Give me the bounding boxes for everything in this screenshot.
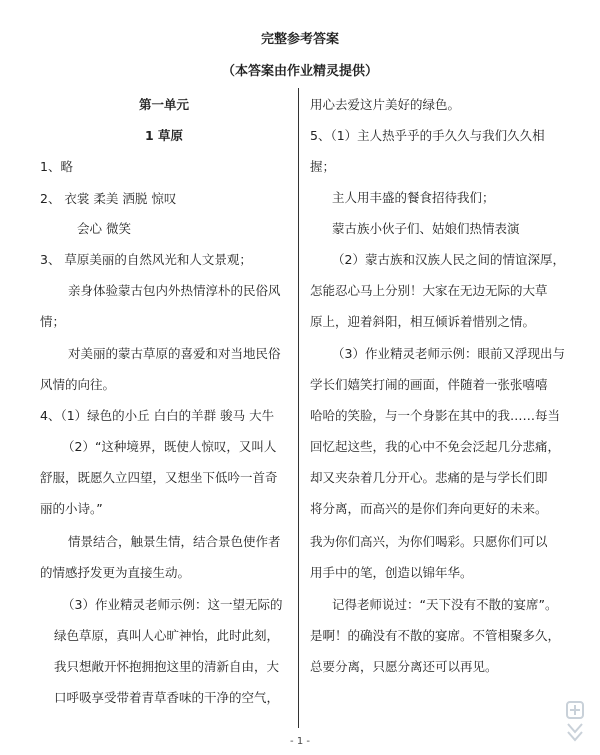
- answer-line: （3）作业精灵老师示例：眼前又浮现出与: [332, 346, 565, 361]
- lesson-heading: 1 草原: [144, 128, 184, 143]
- answer-line: 学长们嬉笑打闹的画面，伴随着一张张嘻嘻: [310, 377, 548, 392]
- answer-line: （2）蒙古族和汉族人民之间的情谊深厚，: [332, 252, 565, 267]
- answer-line: 我为你们高兴，为你们喝彩。只愿你们可以: [310, 534, 548, 549]
- answer-line: 蒙古族小伙子们、姑娘们热情表演: [332, 221, 520, 236]
- page-number: - 1 -: [290, 736, 310, 747]
- answer-line: 舒服，既愿久立四望，又想坐下低吟一首奇: [40, 470, 278, 485]
- answer-line: 5、（1）主人热乎乎的手久久与我们久久相: [310, 128, 545, 143]
- column-divider: [298, 88, 299, 728]
- answer-line: 情景结合，触景生情，结合景色使作者: [68, 534, 281, 549]
- answer-line: 原上，迎着斜阳，相互倾诉着惜别之情。: [310, 314, 536, 329]
- answer-line: 情；: [40, 314, 66, 329]
- page-subtitle: （本答案由作业精灵提供）: [221, 64, 378, 79]
- answer-line: 对美丽的蒙古草原的喜爱和对当地民俗: [68, 346, 281, 361]
- answer-line: 的情感抒发更为直接生动。: [40, 565, 191, 580]
- answer-line: 风情的向往。: [40, 377, 116, 392]
- answer-line: 4、（1）绿色的小丘 白白的羊群 骏马 大牛: [40, 408, 275, 423]
- answer-line: （3）作业精灵老师示例：这一望无际的: [62, 597, 283, 612]
- answer-line: 哈哈的笑脸，与一个身影在其中的我……每当: [310, 408, 561, 423]
- answer-line: 丽的小诗。”: [40, 501, 103, 516]
- answer-line: 口呼吸享受带着青草香味的干净的空气，: [54, 690, 280, 705]
- answer-line: 绿色草原，真叫人心旷神怡，此时此刻，: [54, 628, 280, 643]
- answer-line: 2、 衣裳 柔美 洒脱 惊叹: [40, 191, 177, 206]
- answer-line: 用手中的笔，创造以锦年华。: [310, 565, 473, 580]
- answer-line: 握；: [310, 159, 336, 174]
- page-title: 完整参考答案: [260, 32, 339, 47]
- watermark-logo-icon: [564, 698, 586, 744]
- answer-line: 1、略: [40, 159, 73, 174]
- answer-line: 主人用丰盛的餐食招待我们；: [332, 190, 495, 205]
- answer-line: 3、 草原美丽的自然风光和人文景观；: [40, 252, 252, 267]
- answer-line: 记得老师说过：“天下没有不散的宴席”。: [332, 597, 558, 612]
- answer-line: 回忆起这些，我的心中不免会泛起几分悲痛，: [310, 439, 561, 454]
- answer-line: 是啊！的确没有不散的宴席。不管相聚多久，: [310, 628, 561, 643]
- unit-heading: 第一单元: [138, 97, 189, 112]
- answer-line: 总要分离，只愿分离还可以再见。: [310, 659, 498, 674]
- answer-line: 却又夹杂着几分开心。悲痛的是与学长们即: [310, 470, 548, 485]
- answer-line: （2）“这种境界，既使人惊叹，又叫人: [62, 439, 277, 454]
- answer-line: 亲身体验蒙古包内外热情淳朴的民俗风: [68, 283, 281, 298]
- answer-line: 用心去爱这片美好的绿色。: [310, 97, 461, 112]
- answer-line: 将分离，而高兴的是你们奔向更好的未来。: [310, 501, 548, 516]
- answer-line: 我只想敞开怀抱拥抱这里的清新自由，大: [54, 659, 280, 674]
- answer-line: 怎能忍心马上分别！大家在无边无际的大草: [310, 283, 548, 298]
- answer-line: 会心 微笑: [77, 221, 131, 236]
